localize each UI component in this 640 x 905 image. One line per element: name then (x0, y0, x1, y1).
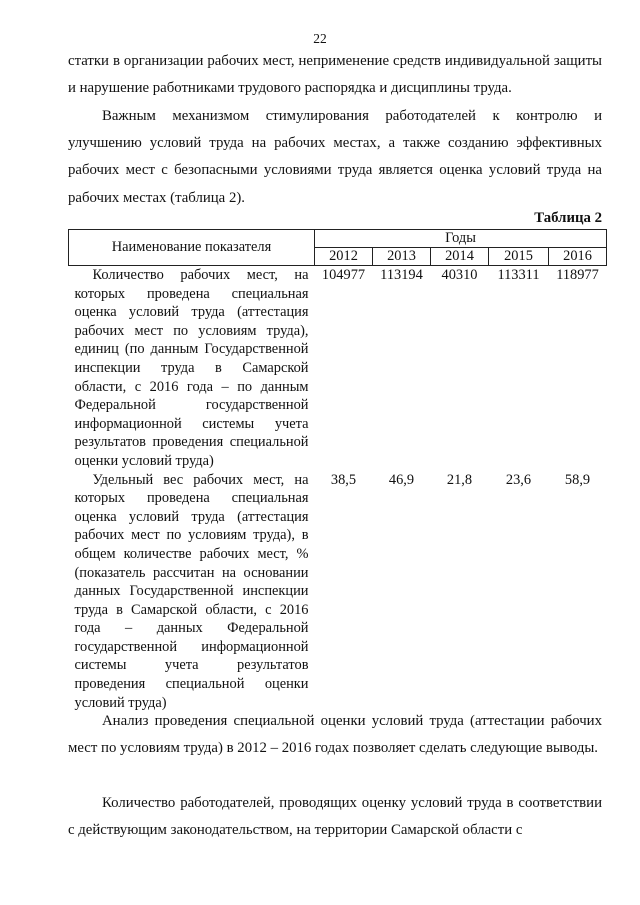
header-year: 2013 (373, 248, 431, 266)
indicator-table (68, 229, 607, 712)
paragraph-2: Важным механизмом стимулирования работодателей к контролю и улучшению условий труда на рабочих местах, а также созданию эффективных рабочих мест с безопасными условиями труда является оценка условий труда на рабочих местах (таблица 2). (68, 108, 602, 206)
table-cell: 21,8 (446, 471, 473, 488)
table-cell: 46,9 (388, 471, 415, 488)
paragraph-4: Количество работодателей, проводящих оценку условий труда в соответствии с действующим законодательством, на территории Самарской области с (68, 795, 602, 839)
table-cell: 113311 (497, 267, 540, 283)
table-cell: 40310 (441, 267, 478, 283)
paragraph-3: Анализ проведения специальной оценки условий труда (аттестации рабочих мест по условиям труда) в 2012 – 2016 годах позволяет сделать следующие выводы. (68, 713, 602, 757)
table-cell: 58,9 (564, 471, 591, 488)
table-row (69, 266, 607, 471)
header-year: 2015 (489, 248, 549, 266)
header-indicator-name: Наименование показателя (69, 230, 315, 266)
header-years: Годы (315, 230, 607, 248)
header-year: 2012 (315, 248, 373, 266)
page-number: 22 (313, 31, 327, 46)
row-label: Количество рабочих мест, на которых проведена специальная оценка условий труда (аттестация рабочих мест по условиям труда), единиц (по данным Государственной инспекции труда в Самарской области, с 2016 года – по данным Федеральной государственной информационной системы учета результатов проведения специальной оценки условий труда) (74, 267, 309, 469)
header-year: 2014 (431, 248, 489, 266)
table-cell: 23,6 (505, 471, 532, 488)
table-cell: 113194 (380, 267, 423, 283)
table-title: Таблица 2 (534, 210, 602, 226)
paragraph-1: статки в организации рабочих мест, неприменение средств индивидуальной защиты и нарушение работниками трудового распорядка и дисциплины труда. (68, 53, 602, 97)
row-label: Удельный вес рабочих мест, на которых проведена специальная оценка условий труда (аттестация рабочих мест по условиям труда), в общем количестве рабочих мест, % (показатель рассчитан на основании данных Государственной инспекции труда в Самарской области, с 2016 года – данных Федеральной государственной информационной системы учета результатов проведения специальной оценки условий труда) (74, 471, 309, 711)
header-year: 2016 (549, 248, 607, 266)
table-cell: 118977 (556, 267, 599, 283)
table-row (69, 471, 607, 713)
table-cell: 38,5 (330, 471, 357, 488)
table-cell: 104977 (321, 267, 366, 283)
